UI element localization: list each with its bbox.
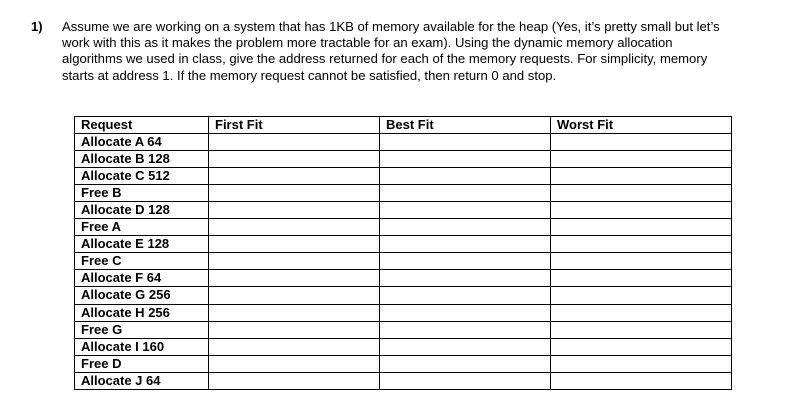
table-row	[75, 253, 732, 270]
request-cell: Allocate A 64	[75, 134, 209, 151]
request-cell: Free D	[75, 355, 209, 372]
question-text: Assume we are working on a system that has 1KB of memory available for the heap (Yes, it’s pretty small but let’s work with this as it makes the problem more tractable for an exam). Using the dynamic memory allocation algorithms we used in class, give the address returned for each of the memory requests. For simplicity, memory starts at address 1. If the memory request cannot be satisfied, then return 0 and stop.	[62, 19, 720, 83]
table-row	[75, 219, 732, 236]
worst-fit-cell[interactable]	[551, 287, 732, 304]
request-cell: Free A	[75, 219, 209, 236]
worst-fit-cell[interactable]	[551, 151, 732, 168]
first-fit-cell[interactable]	[209, 355, 380, 372]
header-request: Request	[75, 117, 209, 134]
table-row	[75, 168, 732, 185]
worst-fit-cell[interactable]	[551, 338, 732, 355]
question-number: 1)	[31, 19, 43, 34]
worst-fit-cell[interactable]	[551, 270, 732, 287]
best-fit-cell[interactable]	[380, 185, 551, 202]
first-fit-cell[interactable]	[209, 321, 380, 338]
request-cell: Free C	[75, 253, 209, 270]
request-cell: Allocate F 64	[75, 270, 209, 287]
best-fit-cell[interactable]	[380, 270, 551, 287]
table-row	[75, 236, 732, 253]
first-fit-cell[interactable]	[209, 219, 380, 236]
table-row	[75, 134, 732, 151]
best-fit-cell[interactable]	[380, 151, 551, 168]
first-fit-cell[interactable]	[209, 168, 380, 185]
worst-fit-cell[interactable]	[551, 202, 732, 219]
request-cell: Allocate E 128	[75, 236, 209, 253]
request-cell: Allocate H 256	[75, 304, 209, 321]
worst-fit-cell[interactable]	[551, 236, 732, 253]
request-cell: Allocate D 128	[75, 202, 209, 219]
first-fit-cell[interactable]	[209, 202, 380, 219]
worst-fit-cell[interactable]	[551, 304, 732, 321]
table-row	[75, 151, 732, 168]
first-fit-cell[interactable]	[209, 236, 380, 253]
best-fit-cell[interactable]	[380, 355, 551, 372]
worst-fit-cell[interactable]	[551, 134, 732, 151]
table-row	[75, 321, 732, 338]
table-row	[75, 355, 732, 372]
first-fit-cell[interactable]	[209, 151, 380, 168]
first-fit-cell[interactable]	[209, 253, 380, 270]
request-cell: Allocate C 512	[75, 168, 209, 185]
table-row	[75, 270, 732, 287]
table-header-row	[75, 117, 732, 134]
best-fit-cell[interactable]	[380, 321, 551, 338]
first-fit-cell[interactable]	[209, 134, 380, 151]
first-fit-cell[interactable]	[209, 304, 380, 321]
request-cell: Allocate B 128	[75, 151, 209, 168]
best-fit-cell[interactable]	[380, 253, 551, 270]
best-fit-cell[interactable]	[380, 287, 551, 304]
table-row	[75, 304, 732, 321]
request-cell: Free G	[75, 321, 209, 338]
header-best-fit: Best Fit	[380, 117, 551, 134]
request-cell: Allocate I 160	[75, 338, 209, 355]
worst-fit-cell[interactable]	[551, 253, 732, 270]
table-row	[75, 338, 732, 355]
question-block	[31, 19, 731, 84]
first-fit-cell[interactable]	[209, 338, 380, 355]
first-fit-cell[interactable]	[209, 287, 380, 304]
worst-fit-cell[interactable]	[551, 168, 732, 185]
worst-fit-cell[interactable]	[551, 372, 732, 389]
first-fit-cell[interactable]	[209, 270, 380, 287]
best-fit-cell[interactable]	[380, 304, 551, 321]
best-fit-cell[interactable]	[380, 202, 551, 219]
best-fit-cell[interactable]	[380, 236, 551, 253]
best-fit-cell[interactable]	[380, 372, 551, 389]
best-fit-cell[interactable]	[380, 338, 551, 355]
worst-fit-cell[interactable]	[551, 355, 732, 372]
request-cell: Free B	[75, 185, 209, 202]
best-fit-cell[interactable]	[380, 219, 551, 236]
best-fit-cell[interactable]	[380, 168, 551, 185]
table-row	[75, 185, 732, 202]
header-first-fit: First Fit	[209, 117, 380, 134]
worst-fit-cell[interactable]	[551, 321, 732, 338]
request-cell: Allocate J 64	[75, 372, 209, 389]
worst-fit-cell[interactable]	[551, 185, 732, 202]
first-fit-cell[interactable]	[209, 185, 380, 202]
table-row	[75, 287, 732, 304]
first-fit-cell[interactable]	[209, 372, 380, 389]
table-row	[75, 202, 732, 219]
table-body	[75, 134, 732, 390]
table-row	[75, 372, 732, 389]
best-fit-cell[interactable]	[380, 134, 551, 151]
request-cell: Allocate G 256	[75, 287, 209, 304]
allocation-table	[74, 116, 732, 390]
worst-fit-cell[interactable]	[551, 219, 732, 236]
header-worst-fit: Worst Fit	[551, 117, 732, 134]
